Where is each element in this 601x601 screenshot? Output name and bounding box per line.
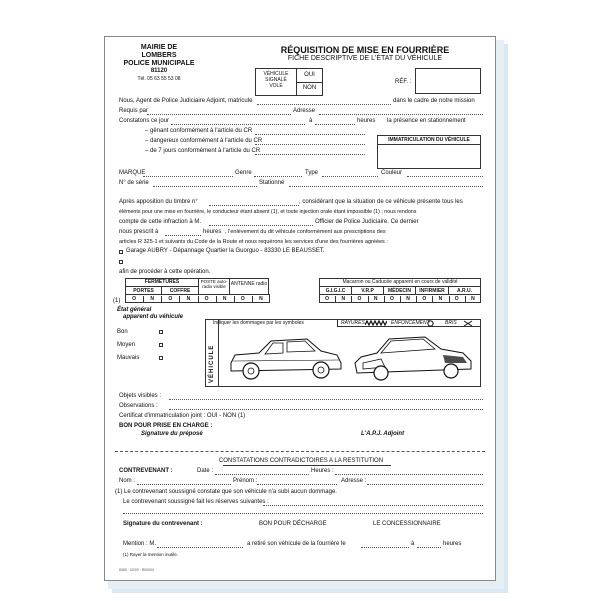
timbre-field[interactable] — [209, 205, 299, 206]
oui-option[interactable]: OUI — [304, 72, 315, 78]
bon-checkbox[interactable] — [159, 330, 163, 334]
dangereux-article-field[interactable] — [255, 144, 365, 145]
prescrit-label: nous prescrit à — [119, 229, 159, 235]
apj-label: L'A.P.J. Adjoint — [361, 431, 405, 437]
footnote-marker: (1) — [113, 298, 121, 304]
oui-cell[interactable]: O — [234, 296, 253, 303]
requisition-form — [104, 36, 496, 581]
car-side-view-icon — [225, 329, 345, 385]
aru-header: A.R.U. — [457, 288, 472, 294]
scratch-symbol-icon — [365, 320, 387, 326]
afin-label: afin de procéder à cette opération. — [119, 269, 211, 275]
non-cell[interactable]: N — [400, 296, 417, 303]
reference-field[interactable] — [415, 68, 481, 94]
prescrit-heures: heures — [203, 229, 222, 235]
oui-cell[interactable]: O — [416, 296, 433, 303]
reserves-field-2[interactable] — [123, 513, 483, 514]
time-field[interactable] — [315, 124, 355, 125]
mention-label: Mention : M. — [123, 541, 157, 547]
bris-label: BRIS — [445, 320, 457, 326]
vole-label: VOLÉ — [269, 83, 283, 89]
non-cell[interactable]: N — [179, 296, 198, 303]
indiquer-label: Indiquer les dommages par les symboles — [213, 320, 304, 326]
oui-cell[interactable]: O — [198, 296, 217, 303]
requis-field[interactable] — [147, 114, 291, 115]
cut-line — [115, 451, 485, 452]
etat-title: État général — [117, 307, 152, 313]
a-label: à — [309, 118, 313, 124]
phone-number: Tél. 05 63 55 53 08 — [137, 76, 181, 82]
mauvais-label: Mauvais — [117, 355, 140, 361]
oui-cell[interactable]: O — [319, 296, 336, 303]
vrp-header: V.R.P — [361, 288, 374, 294]
objets-field[interactable] — [169, 399, 483, 400]
mention-name-field[interactable] — [157, 547, 243, 548]
para-line4: , l'enlèvement du dit véhicule conformément aux prescriptions des — [225, 229, 386, 235]
police-label: POLICE MUNICIPALE — [123, 60, 195, 67]
reference-label: RÉF. : — [395, 79, 412, 85]
para-line2: éléments pour une mise en fourrière, le conducteur étant absent (1), et toute injection orale étant impossible (1) ; nous rendons — [119, 209, 417, 215]
genant-article-field[interactable] — [255, 134, 365, 135]
type-label: Type — [305, 170, 319, 176]
reserves-label: Le contrevenant soussigné fait les réserves suivantes : — [123, 499, 269, 505]
moyen-label: Moyen — [117, 342, 136, 348]
compte-label: compte de cette infraction à M. — [119, 219, 202, 225]
timbre-label: Après apposition du timbre n° — [119, 199, 198, 205]
oui-cell[interactable]: O — [449, 296, 466, 303]
rayer-note: (1) Rayer la mention inutile. — [123, 552, 179, 557]
para-line1: , considérant que la situation de ce véhicule présente tous les — [299, 199, 463, 205]
garage-checkbox[interactable] — [119, 250, 123, 254]
form-subtitle: FICHE DESCRIPTIVE DE L'ÉTAT DU VÉHICULE — [287, 55, 443, 62]
non-option[interactable]: NON — [302, 85, 317, 91]
date-field[interactable] — [171, 124, 305, 125]
non-cell[interactable]: N — [432, 296, 449, 303]
non-cell[interactable]: N — [143, 296, 162, 303]
objets-label: Objets visibles : — [119, 393, 162, 399]
coffre-header: COFFRE — [169, 288, 191, 294]
couleur-field[interactable] — [407, 176, 483, 177]
constate-text: (1) Le contrevenant soussigné constate que son véhicule n'a subi aucun dommage. — [115, 489, 337, 495]
mention-text: a retiré son véhicule de la fourrière le — [247, 541, 346, 547]
oui-cell[interactable]: O — [351, 296, 368, 303]
couleur-label: Couleur — [381, 170, 403, 176]
restitution-date-field[interactable] — [215, 474, 309, 475]
jours-article-field[interactable] — [255, 154, 365, 155]
concessionnaire-label: LE CONCESSIONNAIRE — [373, 521, 441, 527]
non-cell[interactable]: N — [216, 296, 235, 303]
serie-field[interactable] — [153, 186, 257, 187]
fermetures-header: FERMETURES — [144, 279, 180, 285]
mention-date-field[interactable] — [361, 547, 409, 548]
oui-cell[interactable]: O — [125, 296, 144, 303]
matricule-field[interactable] — [257, 104, 391, 105]
commune-name: LOMBERS — [141, 52, 177, 59]
constatations-underline — [223, 465, 391, 466]
antenne-header: ANTENNE radio — [230, 281, 268, 287]
presence-label: la présence en stationnement — [387, 118, 466, 124]
agent-label: Nous, Agent de Police Judiciaire Adjoint, matricule — [119, 98, 253, 104]
portes-header: PORTES — [133, 288, 154, 294]
infirmier-header: INFIRMIER — [419, 288, 445, 294]
type-field[interactable] — [322, 176, 378, 177]
reserves-field[interactable] — [263, 505, 483, 506]
vehicle-signaled-box — [255, 68, 323, 96]
rayures-label: RAYURES — [341, 320, 365, 326]
marque-label: MARQUE — [119, 170, 146, 176]
moyen-checkbox[interactable] — [159, 343, 163, 347]
oui-cell[interactable]: O — [384, 296, 401, 303]
contrevenant-label: CONTREVENANT : — [119, 468, 173, 474]
immatriculation-box[interactable] — [377, 135, 481, 169]
macaron-header: Macarron ou Caducée apparent en cours de validité — [342, 279, 458, 285]
constatations-title: CONSTATATIONS CONTRADICTOIRES A LA RESTITUTION — [218, 458, 384, 464]
certificat-label: Certificat d'immatriculation joint : OUI - NON (1) — [119, 413, 246, 419]
serie-label: N° de série — [119, 180, 149, 186]
genre-label: Genre — [235, 170, 252, 176]
non-cell[interactable]: N — [471, 296, 475, 302]
vehicule-label: VÉHICULE — [263, 71, 289, 77]
poste-header: POSTE auto-radio visible — [200, 279, 228, 289]
oui-cell[interactable]: O — [161, 296, 180, 303]
nom-label: Nom : — [119, 478, 136, 484]
option-7-jours[interactable]: – de 7 jours conformément à l'article du CR — [145, 148, 261, 154]
car-rear-view-icon — [351, 329, 475, 385]
medecin-header: MÉDECIN — [387, 288, 412, 294]
mairie-label: MAIRIE DE — [140, 44, 178, 51]
prescrit-time-field[interactable] — [165, 235, 201, 236]
vehicule-vertical-text: VÉHICULE — [209, 344, 215, 383]
observations-field[interactable] — [169, 409, 483, 410]
stationne-field[interactable] — [289, 186, 483, 187]
date-label: Date : — [197, 468, 214, 474]
address-field[interactable] — [319, 114, 483, 115]
requis-label: Requis par — [119, 108, 149, 114]
dent-symbol-icon — [427, 320, 434, 327]
immatriculation-title: IMMATRICULATION DU VÉHICULE — [388, 137, 470, 143]
restitution-heures-field[interactable] — [335, 474, 483, 475]
prenom-label: Prénom : — [233, 478, 258, 484]
restitution-heures-label: Heures : — [311, 468, 334, 474]
mauvais-checkbox[interactable] — [159, 356, 163, 360]
other-garage-checkbox[interactable] — [119, 260, 123, 264]
nom-field[interactable] — [137, 484, 231, 485]
garage-label: Garage AUBRY - Dépannage Quartier la Guorguo - 83330 LE BEAUSSET. — [126, 248, 325, 254]
signature-prepose: Signature du préposé — [141, 431, 203, 437]
etat-subtitle: apparent du véhicule — [123, 314, 184, 320]
restitution-adresse-field[interactable] — [367, 484, 483, 485]
marque-field[interactable] — [143, 176, 233, 177]
address-label: Adresse — [293, 108, 316, 114]
enfoncement-label: ENFONCEMENT — [391, 320, 430, 326]
bon-prise-label: BON POUR PRISE EN CHARGE : — [119, 423, 213, 429]
restitution-adresse-label: Adresse : — [341, 478, 367, 484]
heures-label: heures — [357, 118, 376, 124]
postal-code: 81120 — [150, 68, 168, 74]
signale-label: SIGNALÉ — [265, 77, 287, 83]
mention-time-field[interactable] — [417, 547, 441, 548]
decharge-label: BON POUR DÉCHARGE — [259, 521, 327, 527]
option-genant[interactable]: – gênant conformément à l'article du CR — [145, 128, 253, 134]
constatons-label: Constatons ce jour — [119, 118, 170, 124]
form-title: RÉQUISITION DE MISE EN FOURRIÈRE — [280, 45, 450, 55]
break-symbol-icon — [463, 320, 473, 327]
opj-label: Officier de Police Judiciaire. Ce dernier — [315, 219, 419, 225]
bon-label: Bon — [117, 329, 128, 335]
stationne-label: Stationné — [259, 180, 285, 186]
mission-label: dans le cadre de notre mission — [393, 98, 475, 104]
mention-heures: heures — [443, 541, 462, 547]
print-code: 8080 · 02/03 · R00000 — [119, 568, 155, 572]
opj-name-field[interactable] — [209, 225, 313, 226]
option-dangereux[interactable]: – dangereux conformément à l'article du CR — [145, 138, 263, 144]
mention-a: à — [411, 541, 415, 547]
gigic-header: G.I.G.I.C — [325, 288, 346, 294]
signature-contrevenant: Signature du contrevenant : — [123, 521, 203, 527]
non-cell[interactable]: N — [368, 296, 385, 303]
non-cell[interactable]: N — [335, 296, 352, 303]
para-line5: articles R 325-1 et suivants du Code de la Route et nous requérons les services d'une des fourrières agréées : — [119, 239, 388, 245]
genre-field[interactable] — [254, 176, 302, 177]
observations-label: Observations : — [119, 403, 158, 409]
prenom-field[interactable] — [257, 484, 337, 485]
non-cell[interactable]: N — [259, 296, 263, 302]
